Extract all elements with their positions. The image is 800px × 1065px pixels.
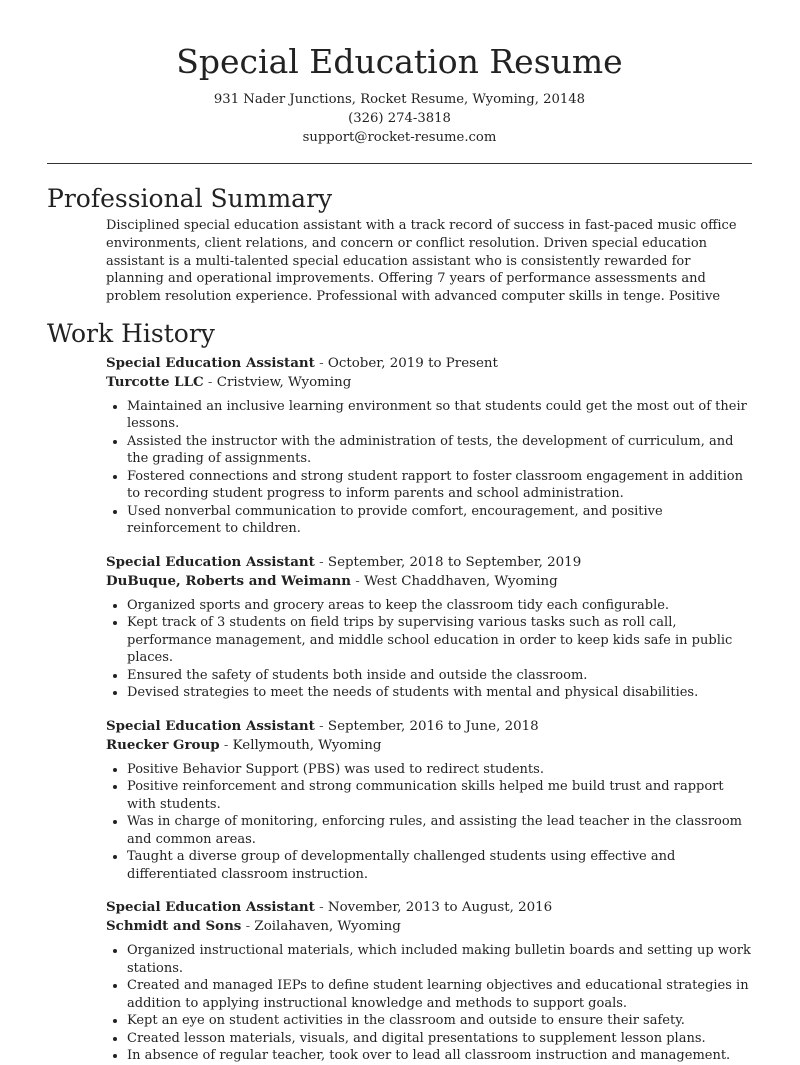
separator: - [314,554,328,570]
job-bullets [106,761,752,884]
contact-block [47,90,752,147]
job-title-line [106,717,752,736]
job-location: Zoilahaven, Wyoming [254,919,401,935]
phone-text: (326) 274-3818 [348,111,451,126]
separator: - [314,718,328,734]
job-role: Special Education Assistant [106,899,315,916]
job-bullet: • Ensured the safety of students both inside and outside the classroom. [127,667,752,685]
job-bullet: • Devised strategies to meet the needs of students with mental and physical disabilities. [127,684,752,702]
job-company-line [106,917,752,936]
job-entry [106,354,752,538]
job-company: Turcotte LLC [106,373,204,390]
job-bullet: • Organized sports and grocery areas to keep the classroom tidy each configurable. [127,597,752,615]
job-bullet: • Assisted the instructor with the administration of tests, the development of curriculum, and the grading of assignments. [127,433,752,468]
job-dates: September, 2016 to June, 2018 [327,718,539,734]
separator: - [203,374,217,390]
job-dates: September, 2018 to September, 2019 [327,554,582,570]
job-location: Cristview, Wyoming [216,374,352,390]
job-bullet: • Organized instructional materials, which included making bulletin boards and setting up work stations. [127,942,752,977]
job-title-line [106,354,752,373]
job-company-line [106,736,752,755]
separator: - [351,573,365,589]
job-location: West Chaddhaven, Wyoming [364,573,558,589]
job-bullet: • Taught a diverse group of developmentally challenged students using effective and differentiated classroom instruction. [127,848,752,883]
job-bullet: • Created and managed IEPs to define student learning objectives and educational strategies in addition to applying instructional knowledge and methods to support goals. [127,977,752,1012]
job-bullets [106,398,752,538]
job-company-line [106,373,752,392]
job-company: Ruecker Group [106,736,220,753]
header-divider [47,163,752,164]
job-entry [106,553,752,702]
job-bullet: • Fostered connections and strong student rapport to foster classroom engagement in addition to recording student progress to inform parents and school administration. [127,468,752,503]
resume-title: Special Education Resume [176,42,623,81]
job-company-line [106,572,752,591]
job-bullets [106,942,752,1065]
job-bullet: • Maintained an inclusive learning environment so that students could get the most out of their lessons. [127,398,752,433]
job-bullet: • Was in charge of monitoring, enforcing rules, and assisting the lead teacher in the classroom and common areas. [127,813,752,848]
job-entry [106,717,752,884]
job-dates: November, 2013 to August, 2016 [327,900,553,916]
job-bullet: • Used nonverbal communication to provide comfort, encouragement, and positive reinforcement to children. [127,503,752,538]
section-title-summary: Professional Summary [47,184,333,213]
job-bullet: • Positive Behavior Support (PBS) was used to redirect students. [127,761,752,779]
job-role: Special Education Assistant [106,553,315,570]
email-text: support@rocket-resume.com [302,130,497,145]
job-company: DuBuque, Roberts and Weimann [106,572,352,589]
section-title-work-history: Work History [47,318,215,348]
job-role: Special Education Assistant [106,354,315,371]
address-text: 931 Nader Junctions, Rocket Resume, Wyoming, 20148 [213,92,586,107]
separator: - [219,737,233,753]
job-bullets [106,597,752,702]
job-title-line [106,898,752,917]
job-title-line [106,553,752,572]
job-location: Kellymouth, Wyoming [232,737,382,753]
job-dates: October, 2019 to Present [327,355,498,371]
job-entry [106,898,752,1065]
separator: - [314,355,328,371]
work-history-list [47,354,752,1065]
job-role: Special Education Assistant [106,717,315,734]
job-bullet: • Kept track of 3 students on field trips by supervising various tasks such as roll call, performance management, and middle school education in order to keep kids safe in public places. [127,614,752,667]
separator: - [241,919,255,935]
job-bullet: • In absence of regular teacher, took over to lead all classroom instruction and management. [127,1047,752,1065]
job-bullet: • Kept an eye on student activities in the classroom and outside to ensure their safety. [127,1012,752,1030]
job-bullet: • Positive reinforcement and strong communication skills helped me build trust and rapport with students. [127,778,752,813]
summary-text: Disciplined special education assistant with a track record of success in fast-paced music office environments, client relations, and concern or conflict resolution. Driven special education assistant is a multi-talented special education assistant who is consistently rewarded for planning and operational improvements. Offering 7 years of performance assessments and problem resolution experience. Professional with advanced computer skills in tenge. Positive [106,218,737,305]
separator: - [314,900,328,916]
job-company: Schmidt and Sons [106,918,242,935]
job-bullet: • Created lesson materials, visuals, and digital presentations to supplement lesson plans. [127,1030,752,1048]
